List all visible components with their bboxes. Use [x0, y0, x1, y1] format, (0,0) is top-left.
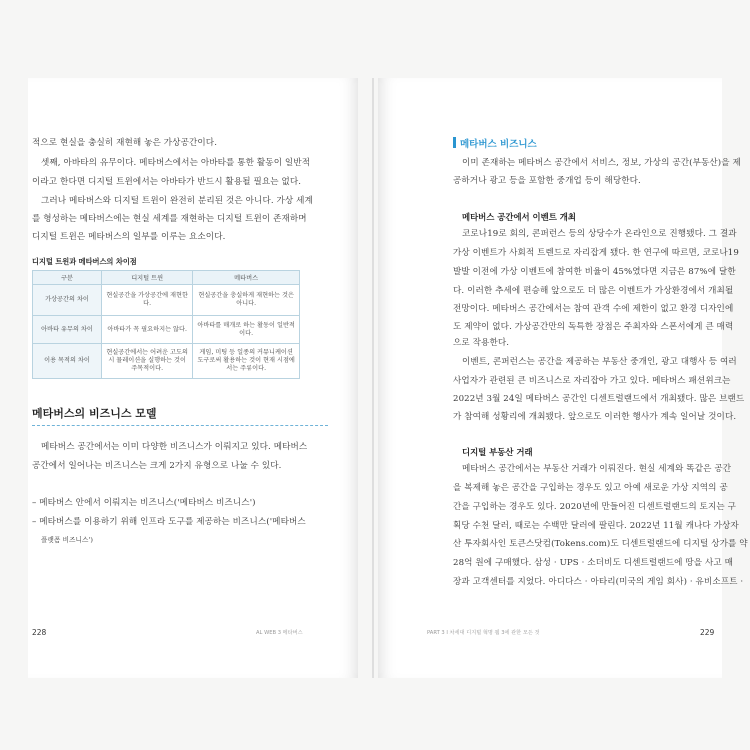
table-cell: 현실공간을 가상공간에 재현한다.	[102, 285, 193, 316]
table-header: 메타버스	[193, 271, 300, 285]
right-paragraph-line: 으로 작용한다.	[453, 338, 510, 348]
heading-underline	[32, 425, 328, 426]
table-cell: 아바타가 꼭 필요하지는 않다.	[102, 316, 193, 344]
right-paragraph-line: 도 제약이 없다. 가상공간만의 독특한 장점은 주최자와 스폰서에게 큰 매력	[453, 322, 734, 332]
table-row	[33, 316, 300, 344]
right-paragraph-line: 산 투자회사인 토큰스닷컴(Tokens.com)도 디센트럴랜드에 디지털 상가를 약	[453, 539, 748, 549]
subsection-heading: 디지털 부동산 거래	[462, 447, 533, 457]
left-paragraph-line: 그러나 메타버스와 디지털 트윈이 완전히 분리된 것은 아니다. 가상 세계	[41, 196, 313, 206]
right-paragraph-line: 획당 수천 달러, 때로는 수백만 달러에 팔린다. 2022년 11월 캐나다 가상자	[453, 521, 739, 531]
section-marker	[453, 137, 456, 148]
right-paragraph-line: 코로나19로 회의, 콘퍼런스 등의 상당수가 온라인으로 진행됐다. 그 결과	[462, 229, 737, 239]
bullet-item: – 메타버스를 이용하기 위해 인프라 도구를 제공하는 비즈니스('메타버스	[32, 517, 306, 527]
right-paragraph-line: 이벤트, 콘퍼런스는 공간을 제공하는 부동산 중개인, 광고 대행사 등 여러	[462, 357, 737, 367]
right-paragraph-line: 2022년 3월 24일 메타버스 공간인 디센트럴랜드에서 개최됐다. 많은 브랜드	[453, 394, 745, 404]
table-header: 디지털 트윈	[102, 271, 193, 285]
book-gutter	[372, 78, 374, 678]
table-header: 구분	[33, 271, 102, 285]
right-paragraph-line: 가상 이벤트가 사회적 트렌드로 자리잡게 됐다. 한 연구에 따르면, 코로나19	[453, 248, 739, 258]
right-paragraph-line: 전망이다. 메타버스 공간에서는 참여 관객 수에 제한이 없고 환경 디자인에	[453, 304, 734, 314]
left-paragraph-line: 이라고 한다면 디지털 트윈에서는 아바타가 반드시 활용될 필요는 없다.	[32, 177, 302, 187]
left-paragraph-line: 를 형성하는 메타버스에는 현실 세계를 재현하는 디지털 트윈이 존재하며	[32, 214, 307, 224]
running-head: PART 3 Ⅰ 차세대 디지털 혁명 웹 3에 관한 모든 것	[427, 630, 540, 636]
table-cell: 게임, 미팅 등 일종의 커뮤니케이션 도구로써 활용하는 것이 현재 시점에서는 주류이다.	[193, 344, 300, 379]
table-row	[33, 285, 300, 316]
page-number: 229	[700, 628, 715, 637]
right-paragraph-line: 발발 이전에 가상 이벤트에 참여한 비율이 45%였다면 지금은 87%에 달한	[453, 267, 736, 277]
page-number: 228	[32, 628, 47, 637]
running-head: AL WEB 3 메타버스	[256, 630, 303, 636]
right-paragraph-line: 장과 고객센터를 지었다. 아디다스 · 아타리(미국의 게임 회사) · 유비소프트 ·	[453, 577, 744, 587]
bullet-item: – 메타버스 안에서 이뤄지는 비즈니스('메타버스 비즈니스')	[32, 498, 256, 508]
right-paragraph-line: 사업자가 관련된 큰 비즈니스로 자리잡아 가고 있다. 메타버스 패션위크는	[453, 376, 731, 386]
section-heading: 메타버스 비즈니스	[460, 139, 537, 150]
right-paragraph-line: 을 복제해 놓은 공간을 구입하는 경우도 있고 아예 새로운 가상 지역의 공	[453, 483, 728, 493]
right-paragraph-line: 메타버스 공간에서는 부동산 거래가 이뤄진다. 현실 세계와 똑같은 공간	[462, 464, 732, 474]
left-paragraph-line: 적으로 현실을 충실히 재현해 놓은 가상공간이다.	[32, 138, 218, 148]
right-paragraph-line: 가 참여해 성황리에 개최됐다. 앞으로도 이러한 행사가 계속 일어날 것이다.	[453, 412, 737, 422]
right-intro-line: 이미 존재하는 메타버스 공간에서 서비스, 정보, 가상의 공간(부동산)을 제	[462, 158, 741, 168]
table-cell: 현실공간에서는 어려운 고도의 시 뮬레이션을 실행하는 것이 주목적이다.	[102, 344, 193, 379]
right-paragraph-line: 28억 원에 구매했다. 삼성 · UPS · 소더비도 디센트럴랜드에 땅을 사고 매	[453, 558, 734, 568]
left-section-line: 메타버스 공간에서는 이미 다양한 비즈니스가 이뤄지고 있다. 메타버스	[41, 442, 308, 452]
left-section-line: 공간에서 일어나는 비즈니스는 크게 2가지 유형으로 나눌 수 있다.	[32, 461, 282, 471]
row-label: 이용 목적의 차이	[33, 344, 102, 379]
right-paragraph-line: 간을 구입하는 경우도 있다. 2020년에 만들어진 디센트럴랜드의 토지는 구	[453, 502, 737, 512]
row-label: 가상공간의 차이	[33, 285, 102, 316]
row-label: 아바타 유무의 차이	[33, 316, 102, 344]
section-heading: 메타버스의 비즈니스 모델	[32, 407, 157, 420]
right-intro-line: 공하거나 광고 등을 포함한 중개업 등이 해당한다.	[453, 176, 641, 186]
comparison-table	[32, 270, 300, 379]
table-caption: 디지털 트윈과 메타버스의 차이점	[32, 257, 137, 266]
right-paragraph-line: 다. 이러한 추세에 편승해 앞으로도 더 많은 이벤트가 가상환경에서 개최될	[453, 286, 734, 296]
left-paragraph-line: 셋째, 아바타의 유무이다. 메타버스에서는 아바타를 통한 활동이 일반적	[41, 158, 311, 168]
table-header-row	[33, 271, 300, 285]
bullet-item: 플랫폼 비즈니스')	[41, 536, 94, 544]
table-row	[33, 344, 300, 379]
left-paragraph-line: 디지털 트윈은 메타버스의 일부를 이루는 요소이다.	[32, 232, 226, 242]
table-cell: 아바타를 매개로 하는 활동이 일반적이다.	[193, 316, 300, 344]
subsection-heading: 메타버스 공간에서 이벤트 개최	[462, 212, 576, 222]
table-cell: 현실공간을 충실하게 재현하는 것은 아니다.	[193, 285, 300, 316]
